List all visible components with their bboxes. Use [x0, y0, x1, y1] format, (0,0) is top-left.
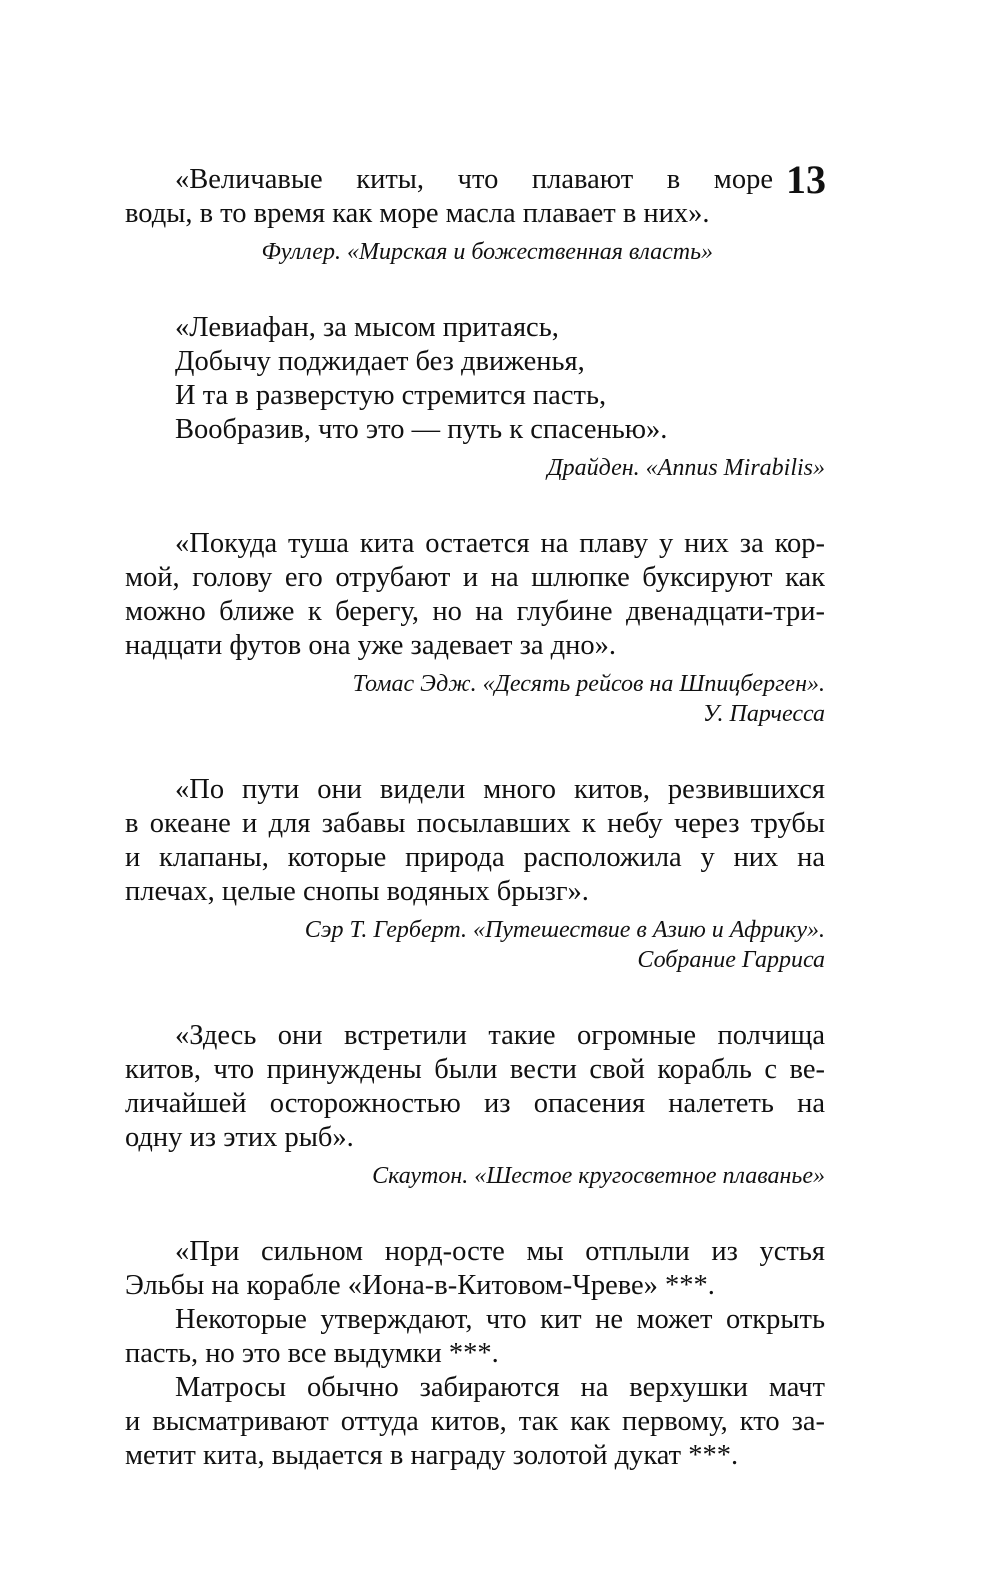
quote-line: китов, что принуждены были вести свой корабль с ве- — [125, 1054, 825, 1085]
verse-line: Вообразив, что это — путь к спасенью». — [175, 414, 668, 445]
page-number: 13 — [786, 157, 826, 202]
quote-line: Матросы обычно забираются на верхушки мачт — [175, 1372, 825, 1403]
quote-line: «По пути они видели много китов, резвившихся — [175, 774, 825, 805]
quote-elbe — [125, 1235, 825, 1473]
quote-line: Эльбы на корабле «Иона-в-Китовом-Чреве» ***. — [125, 1270, 715, 1301]
quote-attribution: Драйден. «Annus Mirabilis» — [547, 455, 825, 481]
page-text — [125, 163, 825, 1473]
quote-edge — [125, 527, 825, 729]
verse-line: И та в разверстую стремится пасть, — [175, 380, 607, 411]
quote-attribution: Фуллер. «Мирская и божественная власть» — [261, 239, 713, 265]
quote-dryden — [125, 311, 825, 483]
verse-line: «Левиафан, за мысом притаясь, — [175, 312, 559, 343]
quote-line: «При сильном норд-осте мы отплыли из устья — [175, 1236, 825, 1267]
quote-line: воды, в то время как море масла плавает в них». — [125, 198, 710, 229]
quote-attribution: Собрание Гарриса — [637, 947, 825, 973]
quote-schouten — [125, 1019, 825, 1191]
quote-line: в океане и для забавы посылавших к небу через трубы — [125, 808, 825, 839]
quote-herbert — [125, 773, 825, 975]
quote-line: и клапаны, которые природа расположила у них на — [125, 842, 825, 873]
verse-line: Добычу поджидает без движенья, — [175, 346, 585, 377]
quote-line: личайшей осторожностью из опасения налететь на — [125, 1088, 825, 1119]
quote-line: пасть, но это все выдумки ***. — [125, 1338, 499, 1369]
quote-line: Некоторые утверждают, что кит не может открыть — [175, 1304, 825, 1335]
quote-attribution: У. Парчесса — [702, 701, 825, 727]
quote-line: и высматривают оттуда китов, так как первому, кто за- — [125, 1406, 825, 1437]
quote-line: мой, голову его отрубают и на шлюпке буксируют как — [125, 562, 825, 593]
quote-attribution: Сэр Т. Герберт. «Путешествие в Азию и Африку». — [304, 917, 825, 943]
quote-line: метит кита, выдается в награду золотой дукат ***. — [125, 1440, 739, 1471]
quote-line: можно ближе к берегу, но на глубине двенадцати-три- — [125, 596, 825, 627]
quote-line: «Покуда туша кита остается на плаву у них за кор- — [175, 528, 825, 559]
quote-fuller — [125, 163, 825, 267]
quote-line: «Величавые киты, что плавают в море — [175, 164, 773, 195]
quote-attribution: Томас Эдж. «Десять рейсов на Шпицберген». — [352, 671, 825, 697]
quote-line: плечах, целые снопы водяных брызг». — [125, 876, 589, 907]
quote-attribution: Скаутон. «Шестое кругосветное плаванье» — [372, 1163, 825, 1189]
quote-line: надцати футов она уже задевает за дно». — [125, 630, 616, 661]
quote-line: «Здесь они встретили такие огромные полчища — [175, 1020, 825, 1051]
quote-line: одну из этих рыб». — [125, 1122, 354, 1153]
